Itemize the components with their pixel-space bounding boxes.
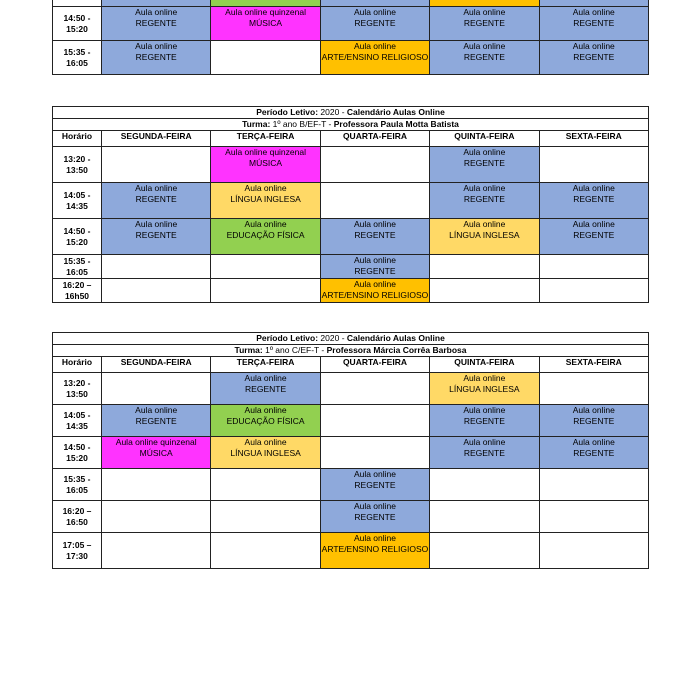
class-type: Aula online <box>572 41 615 51</box>
day-header: QUARTA-FEIRA <box>320 357 429 373</box>
schedule-row <box>53 373 649 405</box>
time-start: 16:20 – <box>62 279 92 290</box>
partial-table-body <box>53 0 649 75</box>
empty-cell <box>320 373 429 405</box>
class-type: Aula online <box>463 373 506 383</box>
empty-cell <box>211 469 320 501</box>
class-cell <box>539 219 648 255</box>
class-cell <box>320 7 429 41</box>
empty-cell <box>102 279 211 303</box>
class-cell <box>430 437 539 469</box>
class-cell <box>211 437 320 469</box>
time-slot <box>53 183 102 219</box>
class-cell <box>539 7 648 41</box>
subject-name: REGENTE <box>463 194 505 204</box>
schedule-row <box>53 255 649 279</box>
empty-cell <box>539 373 648 405</box>
time-end: 17:30 <box>66 550 88 561</box>
class-type: Aula online <box>572 183 615 193</box>
horario-header: Horário <box>53 131 102 147</box>
day-header-row <box>53 357 649 373</box>
subject-name: MÚSICA <box>139 448 173 458</box>
class-type: Aula online <box>463 183 506 193</box>
class-cell <box>430 219 539 255</box>
time-start: 14:50 - <box>63 12 91 23</box>
day-header: SEXTA-FEIRA <box>539 357 648 373</box>
empty-cell <box>320 405 429 437</box>
subject-name: REGENTE <box>354 512 396 522</box>
time-end: 16:05 <box>66 266 88 277</box>
time-end: 13:50 <box>66 164 88 175</box>
class-title-row <box>53 345 649 357</box>
class-type: Aula online quinzenal <box>225 147 306 157</box>
class-cell <box>320 219 429 255</box>
schedule-row <box>53 533 649 569</box>
empty-cell <box>430 255 539 279</box>
class-cell <box>430 41 539 75</box>
schedule-table-1b <box>52 106 649 303</box>
class-cell <box>430 147 539 183</box>
time-slot <box>53 147 102 183</box>
class-cell <box>211 183 320 219</box>
subject-name: MÚSICA <box>249 18 283 28</box>
subject-name: REGENTE <box>463 158 505 168</box>
empty-cell <box>320 183 429 219</box>
time-start: 14:50 - <box>63 441 91 452</box>
class-cell <box>211 7 320 41</box>
time-start: 15:35 - <box>63 255 91 266</box>
class-cell <box>320 279 429 303</box>
schedule-row <box>53 41 649 75</box>
empty-cell <box>320 147 429 183</box>
schedule-body-1b <box>53 147 649 303</box>
class-cell <box>102 405 211 437</box>
schedule-row <box>53 469 649 501</box>
time-slot <box>53 219 102 255</box>
subject-name: REGENTE <box>463 416 505 426</box>
class-cell <box>102 41 211 75</box>
teacher-name: Professora Paula Motta Batista <box>333 119 459 129</box>
class-cell <box>102 183 211 219</box>
class-title-row <box>53 119 649 131</box>
period-label: Período Letivo: <box>256 107 319 117</box>
subject-name: REGENTE <box>573 230 615 240</box>
class-type: Aula online <box>463 405 506 415</box>
empty-cell <box>539 255 648 279</box>
day-header: SEGUNDA-FEIRA <box>102 357 211 373</box>
period-year: 2020 - <box>318 333 347 343</box>
turma-value: 1º ano B/EF-T - <box>270 119 334 129</box>
horario-header: Horário <box>53 357 102 373</box>
empty-cell <box>430 279 539 303</box>
class-cell <box>320 469 429 501</box>
time-slot <box>53 255 102 279</box>
class-type: Aula online <box>572 7 615 17</box>
time-start: 16:20 – <box>62 505 92 516</box>
schedule-row <box>53 437 649 469</box>
time-start: 13:20 - <box>63 153 91 164</box>
class-cell <box>320 41 429 75</box>
subject-name: REGENTE <box>573 18 615 28</box>
time-start: 17:05 – <box>62 539 92 550</box>
time-start: 14:05 - <box>63 409 91 420</box>
period-title-row <box>53 333 649 345</box>
class-cell <box>102 219 211 255</box>
schedule-table-partial <box>52 0 649 75</box>
turma-label: Turma: <box>242 119 271 129</box>
class-type: Aula online <box>572 405 615 415</box>
class-cell <box>430 405 539 437</box>
time-start: 14:05 - <box>63 189 91 200</box>
subject-name: REGENTE <box>573 448 615 458</box>
subject-name: REGENTE <box>354 266 396 276</box>
empty-cell <box>539 469 648 501</box>
subject-name: REGENTE <box>573 194 615 204</box>
day-header: TERÇA-FEIRA <box>211 131 320 147</box>
subject-name: LÍNGUA INGLESA <box>230 194 301 204</box>
period-label: Período Letivo: <box>256 333 319 343</box>
time-start: 13:20 - <box>63 377 91 388</box>
subject-name: REGENTE <box>135 416 177 426</box>
subject-name: LÍNGUA INGLESA <box>449 230 520 240</box>
class-type: Aula online <box>244 437 287 447</box>
class-type: Aula online <box>135 41 178 51</box>
empty-cell <box>102 469 211 501</box>
class-cell <box>320 501 429 533</box>
empty-cell <box>102 255 211 279</box>
empty-cell <box>211 279 320 303</box>
class-cell <box>539 437 648 469</box>
subject-name: REGENTE <box>573 52 615 62</box>
empty-cell <box>102 147 211 183</box>
schedule-row <box>53 405 649 437</box>
subject-name: EDUCAÇÃO FÍSICA <box>226 230 305 240</box>
class-type: Aula online <box>353 533 396 543</box>
class-cell <box>539 183 648 219</box>
class-type: Aula online <box>463 7 506 17</box>
class-cell <box>211 405 320 437</box>
time-end: 15:20 <box>66 452 88 463</box>
subject-name: MÚSICA <box>249 158 283 168</box>
empty-cell <box>102 533 211 569</box>
subject-name: LÍNGUA INGLESA <box>449 384 520 394</box>
subject-name: REGENTE <box>245 384 287 394</box>
time-end: 16:50 <box>66 516 88 527</box>
time-slot <box>53 469 102 501</box>
time-slot <box>53 533 102 569</box>
period-title <box>53 333 649 345</box>
class-type: Aula online <box>135 183 178 193</box>
empty-cell <box>320 437 429 469</box>
class-title <box>53 345 649 357</box>
subject-name: REGENTE <box>354 230 396 240</box>
schedule-row <box>53 219 649 255</box>
teacher-name: Professora Márcia Corrêa Barbosa <box>326 345 467 355</box>
schedule-row <box>53 147 649 183</box>
time-start: 14:50 - <box>63 225 91 236</box>
class-type: Aula online <box>244 405 287 415</box>
schedule-table-1c <box>52 332 649 569</box>
subject-name: REGENTE <box>573 416 615 426</box>
empty-cell <box>430 501 539 533</box>
class-cell <box>539 405 648 437</box>
time-slot <box>53 501 102 533</box>
class-cell <box>211 219 320 255</box>
empty-cell <box>539 147 648 183</box>
class-type: Aula online <box>353 219 396 229</box>
time-slot <box>53 405 102 437</box>
time-end: 14:35 <box>66 200 88 211</box>
subject-name: REGENTE <box>463 52 505 62</box>
day-header: SEXTA-FEIRA <box>539 131 648 147</box>
class-type: Aula online <box>572 437 615 447</box>
schedule-row <box>53 279 649 303</box>
time-end: 13:50 <box>66 388 88 399</box>
class-type: Aula online quinzenal <box>225 7 306 17</box>
class-cell <box>102 7 211 41</box>
subject-name: ARTE/ENSINO RELIGIOSO <box>321 290 429 300</box>
class-cell <box>320 255 429 279</box>
empty-cell <box>102 501 211 533</box>
empty-cell <box>211 533 320 569</box>
subject-name: REGENTE <box>463 448 505 458</box>
schedule-body-1c <box>53 373 649 569</box>
time-start: 15:35 - <box>63 473 91 484</box>
empty-cell <box>430 533 539 569</box>
day-header: SEGUNDA-FEIRA <box>102 131 211 147</box>
empty-cell <box>539 533 648 569</box>
subject-name: ARTE/ENSINO RELIGIOSO <box>321 544 429 554</box>
class-type: Aula online <box>353 255 396 265</box>
empty-cell <box>211 255 320 279</box>
class-type: Aula online <box>244 373 287 383</box>
day-header: QUINTA-FEIRA <box>430 357 539 373</box>
class-type: Aula online <box>135 219 178 229</box>
class-type: Aula online <box>135 7 178 17</box>
turma-value: 1º ano C/EF-T - <box>262 345 327 355</box>
time-end: 16:05 <box>66 484 88 495</box>
time-end: 16:05 <box>66 57 88 68</box>
class-type: Aula online <box>244 183 287 193</box>
class-cell <box>102 437 211 469</box>
period-year: 2020 - <box>318 107 347 117</box>
schedule-row <box>53 183 649 219</box>
class-cell <box>211 147 320 183</box>
class-type: Aula online <box>135 405 178 415</box>
turma-label: Turma: <box>234 345 263 355</box>
class-type: Aula online <box>463 41 506 51</box>
subject-name: ARTE/ENSINO RELIGIOSO <box>321 52 429 62</box>
class-cell <box>430 373 539 405</box>
schedule-row <box>53 501 649 533</box>
subject-name: EDUCAÇÃO FÍSICA <box>226 416 305 426</box>
class-type: Aula online <box>244 219 287 229</box>
class-cell <box>539 41 648 75</box>
empty-cell <box>211 501 320 533</box>
day-header-row <box>53 131 649 147</box>
time-slot <box>53 7 102 41</box>
time-end: 15:20 <box>66 23 88 34</box>
class-type: Aula online <box>463 147 506 157</box>
empty-cell <box>539 501 648 533</box>
day-header: QUINTA-FEIRA <box>430 131 539 147</box>
calendar-title: Calendário Aulas Online <box>346 107 445 117</box>
day-header: QUARTA-FEIRA <box>320 131 429 147</box>
subject-name: REGENTE <box>463 18 505 28</box>
subject-name: REGENTE <box>135 194 177 204</box>
calendar-title: Calendário Aulas Online <box>346 333 445 343</box>
time-slot <box>53 437 102 469</box>
class-type: Aula online <box>572 219 615 229</box>
empty-cell <box>430 469 539 501</box>
schedule-row <box>53 7 649 41</box>
subject-name: REGENTE <box>354 18 396 28</box>
class-cell <box>211 373 320 405</box>
day-header: TERÇA-FEIRA <box>211 357 320 373</box>
class-cell <box>430 183 539 219</box>
subject-name: REGENTE <box>354 480 396 490</box>
period-title-row <box>53 107 649 119</box>
subject-name: REGENTE <box>135 18 177 28</box>
empty-cell <box>539 279 648 303</box>
time-slot <box>53 373 102 405</box>
class-type: Aula online <box>353 7 396 17</box>
period-title <box>53 107 649 119</box>
class-type: Aula online <box>463 437 506 447</box>
class-cell <box>320 533 429 569</box>
subject-name: LÍNGUA INGLESA <box>230 448 301 458</box>
class-type: Aula online <box>353 279 396 289</box>
class-type: Aula online <box>353 41 396 51</box>
class-type: Aula online quinzenal <box>115 437 197 447</box>
time-end: 14:35 <box>66 420 88 431</box>
class-title <box>53 119 649 131</box>
class-type: Aula online <box>463 219 506 229</box>
class-type: Aula online <box>353 501 396 511</box>
time-end: 15:20 <box>66 236 88 247</box>
class-type: Aula online <box>353 469 396 479</box>
empty-cell <box>102 373 211 405</box>
class-cell <box>430 7 539 41</box>
time-start: 15:35 - <box>63 46 91 57</box>
time-slot <box>53 279 102 303</box>
empty-cell <box>211 41 320 75</box>
time-end: 16h50 <box>64 290 90 301</box>
subject-name: REGENTE <box>135 230 177 240</box>
time-slot <box>53 41 102 75</box>
subject-name: REGENTE <box>135 52 177 62</box>
